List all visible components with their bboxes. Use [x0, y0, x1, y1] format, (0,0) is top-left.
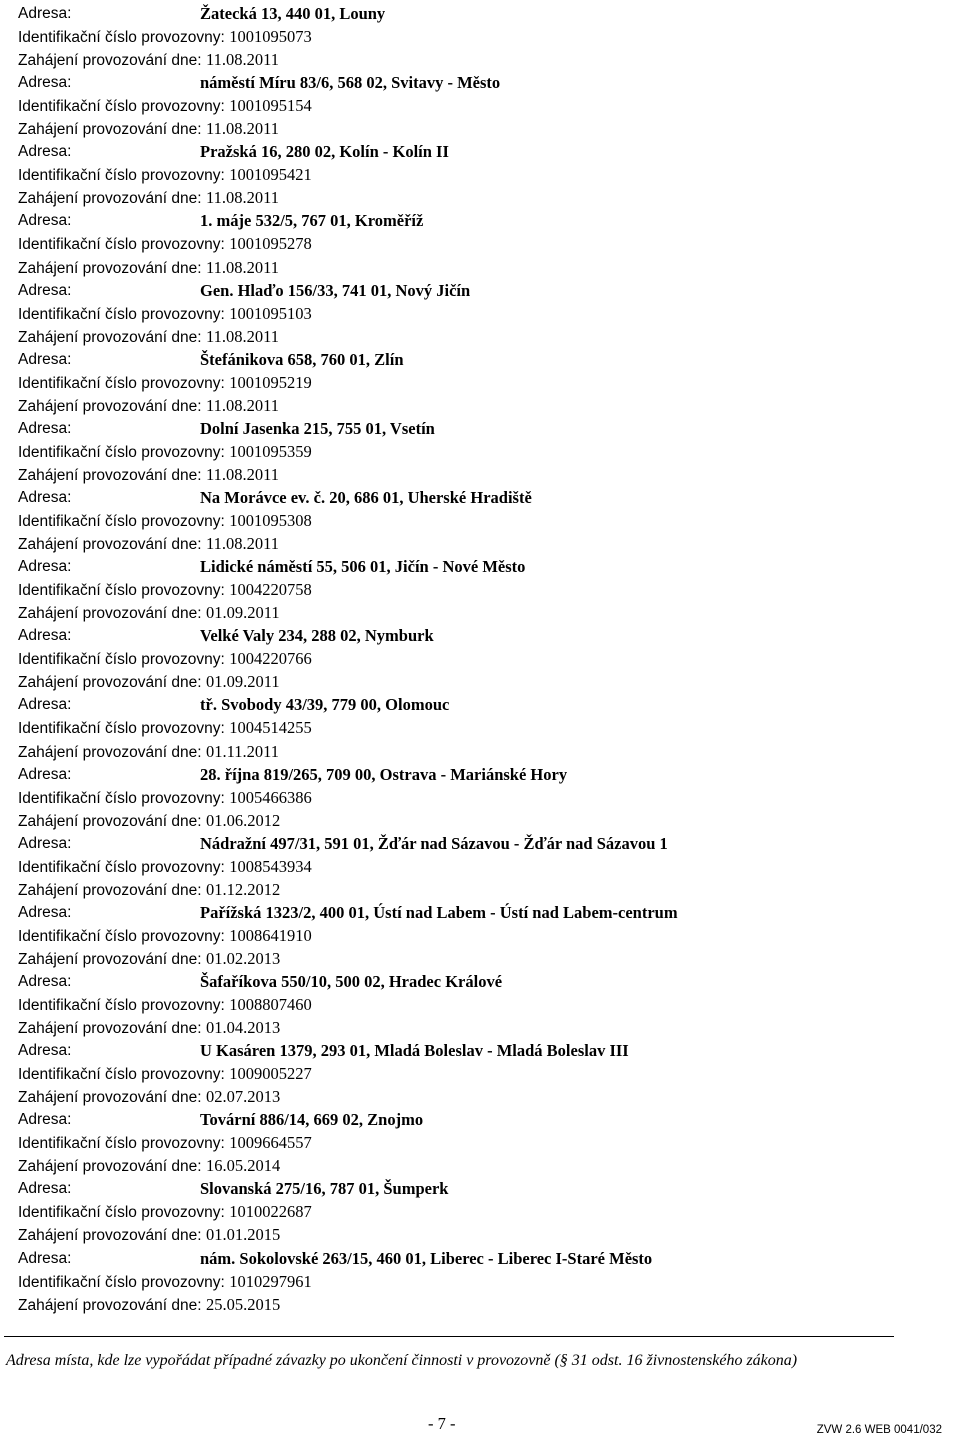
address-line	[18, 279, 948, 302]
id-line	[18, 440, 948, 463]
address-value: Šafaříkova 550/10, 500 02, Hradec Králové	[200, 971, 503, 991]
id-line	[18, 716, 948, 739]
id-value: 1001095421	[229, 165, 312, 185]
address-label: Adresa:	[18, 212, 72, 230]
id-label: Identifikační číslo provozovny:	[18, 29, 225, 47]
start-date-line	[18, 809, 948, 832]
id-value: 1009664557	[229, 1133, 312, 1153]
id-label: Identifikační číslo provozovny:	[18, 1066, 225, 1084]
id-value: 1008543934	[229, 856, 312, 876]
id-value: 1009005227	[229, 1064, 312, 1084]
id-value: 1001095103	[229, 303, 312, 323]
start-date-line	[18, 740, 948, 763]
address-value: Gen. Hlaďo 156/33, 741 01, Nový Jičín	[200, 280, 471, 300]
establishment-entry	[18, 624, 948, 693]
id-line	[18, 302, 948, 325]
establishment-list	[18, 2, 948, 1316]
address-line	[18, 970, 948, 993]
address-value: Slovanská 275/16, 787 01, Šumperk	[200, 1179, 449, 1199]
address-value: Dolní Jasenka 215, 755 01, Vsetín	[200, 418, 435, 438]
start-date-value: 01.09.2011	[206, 603, 280, 623]
start-date-label: Zahájení provozování dne:	[18, 328, 202, 346]
establishment-entry	[18, 970, 948, 1039]
id-line	[18, 25, 948, 48]
page-number: - 7 -	[428, 1414, 456, 1433]
start-date-label: Zahájení provozování dne:	[18, 259, 202, 277]
start-date-value: 01.11.2011	[206, 741, 280, 761]
start-date-value: 01.04.2013	[206, 1018, 281, 1038]
address-line	[18, 2, 948, 25]
start-date-value: 01.12.2012	[206, 879, 281, 899]
start-date-value: 11.08.2011	[206, 395, 280, 415]
address-label: Adresa:	[18, 834, 72, 852]
id-line	[18, 1270, 948, 1293]
start-date-value: 11.08.2011	[206, 534, 280, 554]
id-value: 1001095073	[229, 27, 312, 47]
address-label: Adresa:	[18, 765, 72, 783]
start-date-value: 01.02.2013	[206, 948, 281, 968]
start-date-label: Zahájení provozování dne:	[18, 674, 202, 692]
address-value: Pařížská 1323/2, 400 01, Ústí nad Labem - Ústí nad Labem-centrum	[200, 902, 678, 922]
id-line	[18, 509, 948, 532]
address-value: 1. máje 532/5, 767 01, Kroměříž	[200, 211, 424, 231]
id-label: Identifikační číslo provozovny:	[18, 858, 225, 876]
start-date-line	[18, 117, 948, 140]
start-date-line	[18, 947, 948, 970]
address-value: Štefánikova 658, 760 01, Zlín	[200, 349, 404, 369]
id-label: Identifikační číslo provozovny:	[18, 927, 225, 945]
establishment-entry	[18, 71, 948, 140]
establishment-entry	[18, 140, 948, 209]
address-label: Adresa:	[18, 972, 72, 990]
id-value: 1004514255	[229, 718, 312, 738]
id-label: Identifikační číslo provozovny:	[18, 1273, 225, 1291]
start-date-value: 11.08.2011	[206, 188, 280, 208]
establishment-entry	[18, 1247, 948, 1316]
address-line	[18, 1039, 948, 1062]
start-date-line	[18, 463, 948, 486]
id-label: Identifikační číslo provozovny:	[18, 167, 225, 185]
address-line	[18, 763, 948, 786]
address-value: tř. Svobody 43/39, 779 00, Olomouc	[200, 695, 450, 715]
establishment-entry	[18, 209, 948, 278]
establishment-entry	[18, 1039, 948, 1108]
id-label: Identifikační číslo provozovny:	[18, 1204, 225, 1222]
establishment-entry	[18, 555, 948, 624]
address-label: Adresa:	[18, 1111, 72, 1129]
start-date-label: Zahájení provozování dne:	[18, 1227, 202, 1245]
id-line	[18, 993, 948, 1016]
id-label: Identifikační číslo provozovny:	[18, 720, 225, 738]
id-label: Identifikační číslo provozovny:	[18, 1135, 225, 1153]
id-value: 1008641910	[229, 925, 312, 945]
start-date-line	[18, 878, 948, 901]
address-value: 28. října 819/265, 709 00, Ostrava - Mariánské Hory	[200, 764, 568, 784]
start-date-label: Zahájení provozování dne:	[18, 1158, 202, 1176]
address-label: Adresa:	[18, 350, 72, 368]
id-value: 1001095219	[229, 372, 312, 392]
start-date-label: Zahájení provozování dne:	[18, 1089, 202, 1107]
establishment-entry	[18, 348, 948, 417]
footnote: Adresa místa, kde lze vypořádat případné závazky po ukončení činnosti v provozovně (§ 31 odst. 16 živnostenského zákona)	[6, 1352, 798, 1369]
establishment-entry	[18, 832, 948, 901]
id-value: 1001095154	[229, 96, 312, 116]
start-date-label: Zahájení provozování dne:	[18, 397, 202, 415]
id-line	[18, 855, 948, 878]
establishment-entry	[18, 763, 948, 832]
address-value: náměstí Míru 83/6, 568 02, Svitavy - Město	[200, 73, 501, 93]
address-line	[18, 624, 948, 647]
start-date-value: 01.01.2015	[206, 1225, 281, 1245]
id-value: 1008807460	[229, 995, 312, 1015]
start-date-label: Zahájení provozování dne:	[18, 190, 202, 208]
id-label: Identifikační číslo provozovny:	[18, 651, 225, 669]
address-value: Lidické náměstí 55, 506 01, Jičín - Nové Město	[200, 557, 526, 577]
start-date-line	[18, 256, 948, 279]
start-date-label: Zahájení provozování dne:	[18, 812, 202, 830]
address-line	[18, 901, 948, 924]
start-date-line	[18, 394, 948, 417]
start-date-value: 11.08.2011	[206, 50, 280, 70]
address-line	[18, 209, 948, 232]
address-label: Adresa:	[18, 696, 72, 714]
establishment-entry	[18, 1177, 948, 1246]
address-label: Adresa:	[18, 281, 72, 299]
establishment-entry	[18, 486, 948, 555]
start-date-value: 01.09.2011	[206, 672, 280, 692]
start-date-label: Zahájení provozování dne:	[18, 1296, 202, 1314]
establishment-entry	[18, 279, 948, 348]
start-date-line	[18, 186, 948, 209]
address-value: Nádražní 497/31, 591 01, Žďár nad Sázavou - Žďár nad Sázavou 1	[200, 833, 668, 853]
address-line	[18, 1177, 948, 1200]
start-date-line	[18, 48, 948, 71]
start-date-value: 01.06.2012	[206, 810, 281, 830]
id-label: Identifikační číslo provozovny:	[18, 305, 225, 323]
id-line	[18, 647, 948, 670]
id-label: Identifikační číslo provozovny:	[18, 513, 225, 531]
id-label: Identifikační číslo provozovny:	[18, 443, 225, 461]
address-label: Adresa:	[18, 627, 72, 645]
address-line	[18, 693, 948, 716]
address-value: Tovární 886/14, 669 02, Znojmo	[200, 1110, 424, 1130]
start-date-line	[18, 325, 948, 348]
id-line	[18, 924, 948, 947]
start-date-line	[18, 601, 948, 624]
address-line	[18, 832, 948, 855]
id-label: Identifikační číslo provozovny:	[18, 374, 225, 392]
id-line	[18, 578, 948, 601]
id-label: Identifikační číslo provozovny:	[18, 98, 225, 116]
address-label: Adresa:	[18, 1249, 72, 1267]
start-date-line	[18, 670, 948, 693]
id-line	[18, 163, 948, 186]
address-label: Adresa:	[18, 143, 72, 161]
start-date-value: 11.08.2011	[206, 257, 280, 277]
id-value: 1010022687	[229, 1202, 312, 1222]
id-label: Identifikační číslo provozovny:	[18, 236, 225, 254]
establishment-entry	[18, 693, 948, 762]
id-line	[18, 371, 948, 394]
start-date-label: Zahájení provozování dne:	[18, 605, 202, 623]
address-line	[18, 1247, 948, 1270]
start-date-line	[18, 1223, 948, 1246]
start-date-label: Zahájení provozování dne:	[18, 881, 202, 899]
address-value: U Kasáren 1379, 293 01, Mladá Boleslav - Mladá Boleslav III	[200, 1041, 629, 1061]
address-line	[18, 417, 948, 440]
id-value: 1001095308	[229, 511, 312, 531]
start-date-value: 11.08.2011	[206, 326, 280, 346]
start-date-line	[18, 1293, 948, 1316]
start-date-value: 02.07.2013	[206, 1087, 281, 1107]
address-value: Na Morávce ev. č. 20, 686 01, Uherské Hradiště	[200, 487, 532, 507]
address-value: nám. Sokolovské 263/15, 460 01, Liberec - Liberec I-Staré Město	[200, 1248, 653, 1268]
start-date-line	[18, 532, 948, 555]
address-label: Adresa:	[18, 558, 72, 576]
establishment-entry	[18, 417, 948, 486]
address-label: Adresa:	[18, 74, 72, 92]
address-line	[18, 71, 948, 94]
address-line	[18, 486, 948, 509]
address-label: Adresa:	[18, 903, 72, 921]
id-value: 1001095359	[229, 441, 312, 461]
start-date-label: Zahájení provozování dne:	[18, 52, 202, 70]
address-label: Adresa:	[18, 1180, 72, 1198]
start-date-value: 11.08.2011	[206, 464, 280, 484]
id-value: 1010297961	[229, 1271, 312, 1291]
id-value: 1001095278	[229, 234, 312, 254]
id-line	[18, 1062, 948, 1085]
id-label: Identifikační číslo provozovny:	[18, 789, 225, 807]
id-value: 1004220766	[229, 649, 312, 669]
address-value: Velké Valy 234, 288 02, Nymburk	[200, 626, 434, 646]
document-code: ZVW 2.6 WEB 0041/032	[816, 1424, 942, 1436]
address-value: Pražská 16, 280 02, Kolín - Kolín II	[200, 142, 449, 162]
id-value: 1005466386	[229, 787, 312, 807]
address-line	[18, 348, 948, 371]
establishment-entry	[18, 1108, 948, 1177]
address-label: Adresa:	[18, 419, 72, 437]
start-date-label: Zahájení provozování dne:	[18, 536, 202, 554]
start-date-line	[18, 1154, 948, 1177]
establishment-entry	[18, 901, 948, 970]
footnote-divider	[4, 1336, 894, 1337]
start-date-value: 11.08.2011	[206, 119, 280, 139]
establishment-entry	[18, 2, 948, 71]
id-label: Identifikační číslo provozovny:	[18, 997, 225, 1015]
start-date-label: Zahájení provozování dne:	[18, 466, 202, 484]
start-date-value: 16.05.2014	[206, 1156, 281, 1176]
start-date-label: Zahájení provozování dne:	[18, 121, 202, 139]
address-label: Adresa:	[18, 5, 72, 22]
start-date-line	[18, 1016, 948, 1039]
address-line	[18, 1108, 948, 1131]
address-line	[18, 140, 948, 163]
id-line	[18, 1131, 948, 1154]
address-label: Adresa:	[18, 1042, 72, 1060]
start-date-label: Zahájení provozování dne:	[18, 743, 202, 761]
start-date-value: 25.05.2015	[206, 1294, 281, 1314]
start-date-label: Zahájení provozování dne:	[18, 950, 202, 968]
id-line	[18, 232, 948, 255]
address-line	[18, 555, 948, 578]
start-date-label: Zahájení provozování dne:	[18, 1020, 202, 1038]
id-label: Identifikační číslo provozovny:	[18, 582, 225, 600]
id-line	[18, 786, 948, 809]
start-date-line	[18, 1085, 948, 1108]
address-value: Žatecká 13, 440 01, Louny	[200, 4, 386, 23]
id-line	[18, 94, 948, 117]
id-line	[18, 1200, 948, 1223]
address-label: Adresa:	[18, 488, 72, 506]
id-value: 1004220758	[229, 580, 312, 600]
